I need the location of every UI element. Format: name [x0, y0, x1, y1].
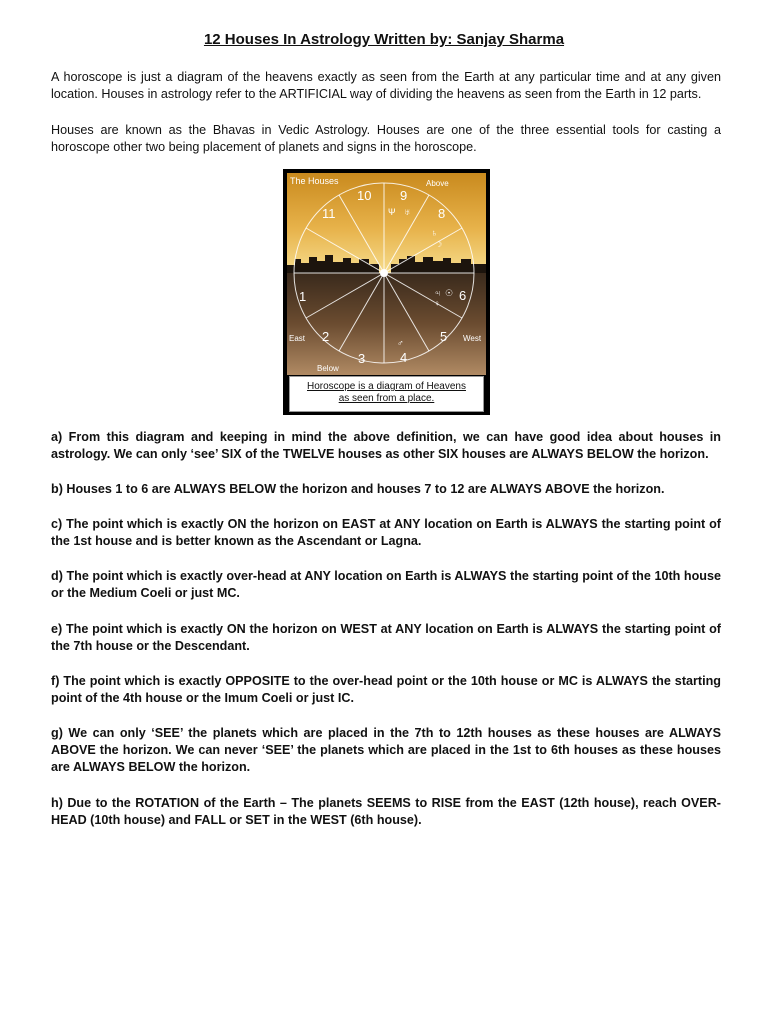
house-number: 1	[299, 289, 307, 304]
saturn-symbol-icon: ♄	[431, 228, 438, 238]
house-number: 6	[459, 288, 467, 303]
page-title: 12 Houses In Astrology Written by: Sanjay Sharma	[203, 31, 565, 48]
intro-paragraph: Houses are known as the Bhavas in Vedic Astrology. Houses are one of the three essential tools for casting a horoscope other two being placement of planets and signs in the horoscope.	[51, 123, 721, 154]
neptune-symbol-icon: Ψ	[388, 207, 396, 217]
sun-symbol-icon: ☉	[445, 288, 454, 298]
figure-caption	[289, 376, 484, 412]
house-number: 9	[400, 188, 408, 203]
intro-paragraph: A horoscope is just a diagram of the heavens exactly as seen from the Earth at any particular time and at any given location. Houses in astrology refer to the ARTIFICIAL way of dividing the heavens as seen from the Earth in 12 parts.	[51, 70, 721, 101]
house-number: 3	[358, 351, 366, 366]
moon-symbol-icon: ☽	[435, 240, 443, 249]
house-number: 11	[322, 206, 336, 221]
point-paragraph: d) The point which is exactly over-head at ANY location on Earth is ALWAYS the starting point of the 10th house or the Medium Coeli or just MC.	[51, 569, 721, 600]
venus-symbol-icon: ♀	[434, 299, 440, 308]
point-paragraph: b) Houses 1 to 6 are ALWAYS BELOW the horizon and houses 7 to 12 are ALWAYS ABOVE the horizon.	[51, 482, 665, 496]
ground-background	[287, 273, 486, 375]
house-number: 5	[440, 329, 448, 344]
caption-line: Horoscope is a diagram of Heavens	[307, 381, 466, 392]
jupiter-symbol-icon: ♃	[434, 288, 441, 298]
caption-line: as seen from a place.	[338, 393, 435, 404]
label-west: West	[463, 334, 482, 343]
house-number: 8	[438, 206, 446, 221]
center-point	[380, 269, 388, 277]
label-above: Above	[426, 179, 449, 188]
point-paragraph: e) The point which is exactly ON the horizon on WEST at ANY location on Earth is ALWAYS the starting point of the 7th house or the Descendant.	[51, 622, 721, 653]
houses-wheel-illustration	[287, 173, 486, 375]
uranus-symbol-icon: ♅	[404, 207, 411, 217]
point-paragraph: f) The point which is exactly OPPOSITE to the over-head point or the 10th house or MC is ALWAYS the starting point of the 4th house or the Imum Coeli or just IC.	[51, 674, 721, 705]
house-number: 10	[357, 188, 372, 203]
label-east: East	[289, 334, 306, 343]
point-paragraph: c) The point which is exactly ON the horizon on EAST at ANY location on Earth is ALWAYS the starting point of the 1st house and is better known as the Ascendant or Lagna.	[51, 517, 721, 548]
point-paragraph: a) From this diagram and keeping in mind the above definition, we can have good idea about houses in astrology. We can only ‘see’ SIX of the TWELVE houses as other SIX houses are ALWAYS BELOW the horizon.	[51, 430, 721, 461]
label-below: Below	[317, 364, 339, 373]
houses-diagram-figure	[283, 169, 490, 415]
mars-symbol-icon: ♂	[397, 338, 404, 348]
label-the-houses: The Houses	[290, 176, 339, 186]
point-paragraph: g) We can only ‘SEE’ the planets which are placed in the 7th to 12th houses as these houses are ALWAYS ABOVE the horizon. We can never ‘SEE’ the planets which are placed in the 1st to 6th houses as these houses are ALWAYS BELOW the horizon.	[51, 726, 721, 774]
point-paragraph: h) Due to the ROTATION of the Earth – The planets SEEMS to RISE from the EAST (12th house), reach OVER-HEAD (10th house) and FALL or SET in the WEST (6th house).	[51, 796, 721, 827]
house-number: 2	[322, 329, 330, 344]
house-number: 4	[400, 350, 408, 365]
